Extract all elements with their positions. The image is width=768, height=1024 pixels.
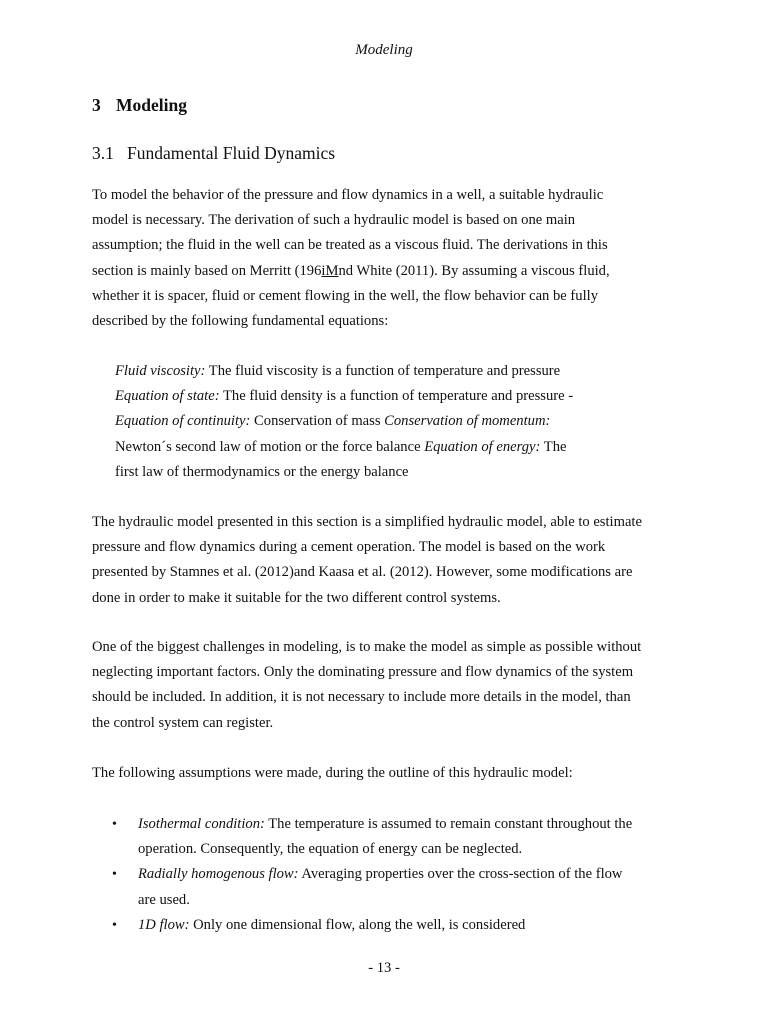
- text-line: done in order to make it suitable for the two different control systems.: [92, 589, 501, 606]
- section-heading: [92, 95, 187, 116]
- eq-label-continuity: Equation of continuity:: [115, 413, 251, 430]
- text-line: One of the biggest challenges in modeling, is to make the model as simple as possible without: [92, 639, 642, 655]
- bullet-icon: •: [112, 817, 117, 832]
- text-line: presented by Stamnes et al. (2012)and Kaasa et al. (2012). However, some modifications are: [92, 564, 633, 581]
- subsection-number: 3.1: [92, 143, 114, 163]
- text-line: operation. Consequently, the equation of energy can be neglected.: [138, 841, 523, 858]
- text-line: [138, 913, 672, 938]
- text-line: are used.: [138, 891, 190, 908]
- paragraph-hydraulic-model: [92, 510, 692, 611]
- text-run: section is mainly based on Merritt (196: [92, 262, 322, 279]
- eq-text-energy: The: [540, 438, 567, 455]
- text-line: [115, 359, 675, 384]
- assumption-text: Averaging properties over the cross-section of the flow: [298, 866, 623, 883]
- assumption-label: 1D flow:: [138, 916, 190, 933]
- assumption-label: Isothermal condition:: [138, 816, 265, 832]
- eq-label-state: Equation of state:: [115, 388, 220, 405]
- section-title: Modeling: [116, 95, 187, 115]
- text-line: whether it is spacer, fluid or cement flowing in the well, the flow behavior can be fully: [92, 287, 598, 304]
- assumption-text: Only one dimensional flow, along the well, is considered: [189, 916, 526, 933]
- eq-label-energy: Equation of energy:: [424, 438, 541, 455]
- paragraph-assumptions-intro: [92, 761, 692, 786]
- text-run: nd White (2011). By assuming a viscous fluid,: [338, 262, 610, 279]
- text-line: first law of thermodynamics or the energy balance: [115, 463, 409, 480]
- list-item: [112, 913, 672, 938]
- subsection-heading: [92, 143, 335, 164]
- running-header: Modeling: [355, 42, 413, 58]
- list-item: [112, 812, 672, 862]
- text-line: [115, 435, 675, 460]
- bullet-icon: •: [112, 917, 117, 933]
- text-line: The following assumptions were made, during the outline of this hydraulic model:: [92, 765, 573, 781]
- text-line: [138, 862, 672, 887]
- equations-list: [115, 359, 675, 485]
- text-line: The hydraulic model presented in this section is a simplified hydraulic model, able to estimate: [92, 514, 642, 530]
- eq-text-state: The fluid density is a function of temperature and pressure -: [219, 388, 574, 405]
- paragraph-intro: [92, 183, 692, 334]
- text-line: [138, 812, 672, 837]
- text-line: model is necessary. The derivation of such a hydraulic model is based on one main: [92, 212, 576, 229]
- assumptions-list: [112, 812, 672, 938]
- subsection-title: Fundamental Fluid Dynamics: [127, 143, 336, 163]
- section-number: 3: [92, 95, 101, 115]
- page-number: - 13 -: [368, 960, 400, 976]
- text-line: [115, 409, 675, 434]
- text-line: described by the following fundamental equations:: [92, 313, 389, 330]
- text-line: To model the behavior of the pressure and flow dynamics in a well, a suitable hydraulic: [92, 187, 604, 203]
- paragraph-challenges: [92, 635, 692, 736]
- assumption-text: The temperature is assumed to remain constant throughout the: [264, 816, 633, 832]
- bullet-icon: •: [112, 867, 117, 883]
- text-line: assumption; the fluid in the well can be treated as a viscous fluid. The derivations in this: [92, 237, 608, 254]
- eq-text-viscosity: The fluid viscosity is a function of temperature and pressure: [205, 363, 561, 379]
- text-line: pressure and flow dynamics during a cement operation. The model is based on the work: [92, 539, 606, 556]
- citation-mark: iM: [321, 262, 339, 279]
- eq-label-viscosity: Fluid viscosity:: [115, 363, 206, 379]
- text-line: should be included. In addition, it is not necessary to include more details in the model, than: [92, 689, 631, 706]
- text-line: the control system can register.: [92, 714, 274, 731]
- list-item: [112, 862, 672, 912]
- text-line: [115, 384, 675, 409]
- eq-text-newton: Newton´s second law of motion or the force balance: [115, 438, 425, 455]
- text-line: [92, 259, 692, 284]
- eq-label-momentum: Conservation of momentum:: [384, 413, 551, 430]
- assumption-label: Radially homogenous flow:: [138, 866, 299, 883]
- eq-text-continuity: Conservation of mass: [250, 413, 385, 430]
- text-line: neglecting important factors. Only the dominating pressure and flow dynamics of the system: [92, 664, 634, 681]
